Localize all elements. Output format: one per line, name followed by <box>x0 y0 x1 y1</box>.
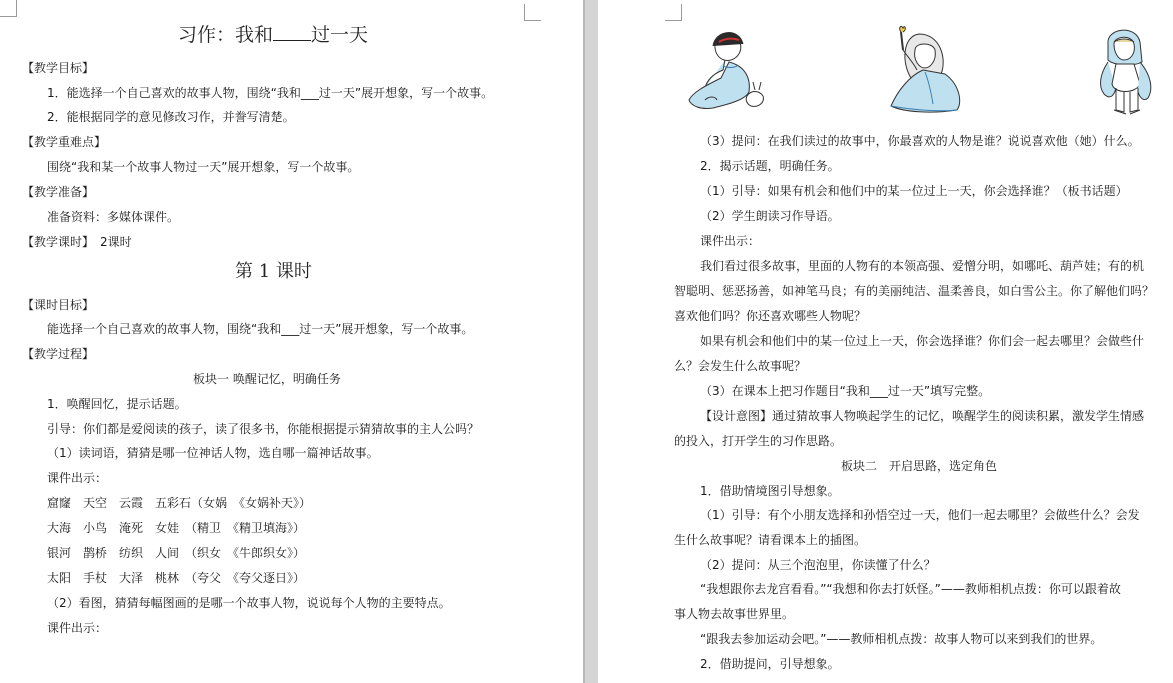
page-gutter <box>583 0 598 683</box>
heading-teaching-goals: 【教学目标】 <box>22 61 95 75</box>
girl-with-candle-illustration <box>883 22 973 117</box>
document-page-left <box>0 0 583 683</box>
paragraph: 么？会发生什么故事呢？ <box>674 359 807 373</box>
word-row: 银河 鹊桥 纺织 人间 （织女 《牛郎织女》） <box>47 546 306 560</box>
paragraph: 能选择一个自己喜欢的故事人物，围绕“我和___过一天”展开想象，写一个故事。 <box>47 322 474 336</box>
paragraph: （1）读词语，猜猜是哪一位神话人物，选自哪一篇神话故事。 <box>47 446 379 460</box>
crop-mark <box>524 4 541 21</box>
document-title: 习作：我和 过一天 <box>178 24 369 46</box>
paragraph: 2．能根据同学的意见修改习作，并誊写清楚。 <box>47 110 295 124</box>
section-heading: 板块一 唤醒记忆，明确任务 <box>193 372 341 386</box>
paragraph: （2）看图，猜猜每幅图画的是哪一个故事人物，说说每个人物的主要特点。 <box>47 596 451 610</box>
paragraph: 课件出示： <box>47 621 108 635</box>
heading-class-hours: 【教学课时】 2课时 <box>22 235 132 249</box>
paragraph: 2．揭示话题，明确任务。 <box>700 159 840 173</box>
paragraph: 1．能选择一个自己喜欢的故事人物，围绕“我和___过一天”展开想象，写一个故事。 <box>47 86 494 100</box>
hooded-girl-illustration <box>1086 22 1162 120</box>
crop-mark <box>665 4 682 21</box>
paragraph: “跟我去参加运动会吧。”——教师相机点拨：故事人物可以来到我们的世界。 <box>700 632 1103 646</box>
word-row: 窟窿 天空 云霞 五彩石（女娲 《女娲补天》） <box>47 496 312 510</box>
paragraph: 围绕“我和某一个故事人物过一天”展开想象，写一个故事。 <box>47 160 360 174</box>
paragraph: 智聪明、惩恶扬善，如神笔马良；有的美丽纯洁、温柔善良，如白雪公主。你了解他们吗？ <box>674 284 1155 298</box>
paragraph: 如果有机会和他们中的某一位过上一天，你会选择谁？你们会一起去哪里？会做些什 <box>700 334 1145 348</box>
word-row: 太阳 手杖 大泽 桃林 （夸父 《夸父逐日》） <box>47 571 306 585</box>
page-gutter-edge <box>583 0 585 683</box>
crop-mark <box>0 0 17 17</box>
paragraph: 引导：你们都是爱阅读的孩子，读了很多书，你能根据提示猜猜故事的主人公吗？ <box>47 422 480 436</box>
document-page-right <box>598 0 1173 683</box>
paragraph: 生什么故事呢？请看课本上的插图。 <box>674 533 867 547</box>
paragraph: 1．借助情境图引导想象。 <box>700 484 840 498</box>
paragraph: （3）提问：在我们读过的故事中，你最喜欢的人物是谁？说说喜欢他（她）什么。 <box>700 134 1140 148</box>
design-intent: 【设计意图】通过猜故事人物唤起学生的记忆，唤醒学生的阅读积累，激发学生情感 <box>700 409 1145 423</box>
word-row: 大海 小鸟 淹死 女娃 （精卫 《精卫填海》） <box>47 521 306 535</box>
paragraph: （1）引导：如果有机会和他们中的某一位过上一天，你会选择谁？（板书话题） <box>700 184 1128 198</box>
lesson-title: 第 1 课时 <box>235 261 312 282</box>
paragraph: 课件出示： <box>47 471 108 485</box>
paragraph: “我想跟你去龙宫看看。”“我想和你去打妖怪。”——教师相机点拨：你可以跟着故 <box>700 582 1121 596</box>
heading-preparation: 【教学准备】 <box>22 185 95 199</box>
heading-key-points: 【教学重难点】 <box>22 135 107 149</box>
paragraph: 我们看过很多故事，里面的人物有的本领高强、爱憎分明，如哪吒、葫芦娃；有的机 <box>700 259 1145 273</box>
paragraph: （1）引导：有个小朋友选择和孙悟空过一天，他们一起去哪里？会做些什么？会发 <box>700 508 1140 522</box>
section-heading: 板块二 开启思路，选定角色 <box>841 459 998 473</box>
paragraph: （2）学生朗读习作导语。 <box>700 209 840 223</box>
heading-lesson-goals: 【课时目标】 <box>22 298 95 312</box>
paragraph: （3）在课本上把习作题目“我和___过一天”填写完整。 <box>700 384 991 398</box>
paragraph: （2）提问：从三个泡泡里，你读懂了什么？ <box>700 558 936 572</box>
paragraph: 喜欢他们吗？你还喜欢哪些人物呢？ <box>674 309 867 323</box>
paragraph: 事人物去故事世界里。 <box>674 607 795 621</box>
paragraph: 准备资料：多媒体课件。 <box>47 210 180 224</box>
paragraph: 1．唤醒回忆，提示话题。 <box>47 397 187 411</box>
paragraph: 的投入，打开学生的习作思路。 <box>674 434 843 448</box>
paragraph: 2．借助提问，引导想象。 <box>700 657 840 671</box>
snow-white-illustration <box>685 22 775 117</box>
paragraph: 课件出示： <box>700 234 761 248</box>
heading-teaching-process: 【教学过程】 <box>22 347 95 361</box>
